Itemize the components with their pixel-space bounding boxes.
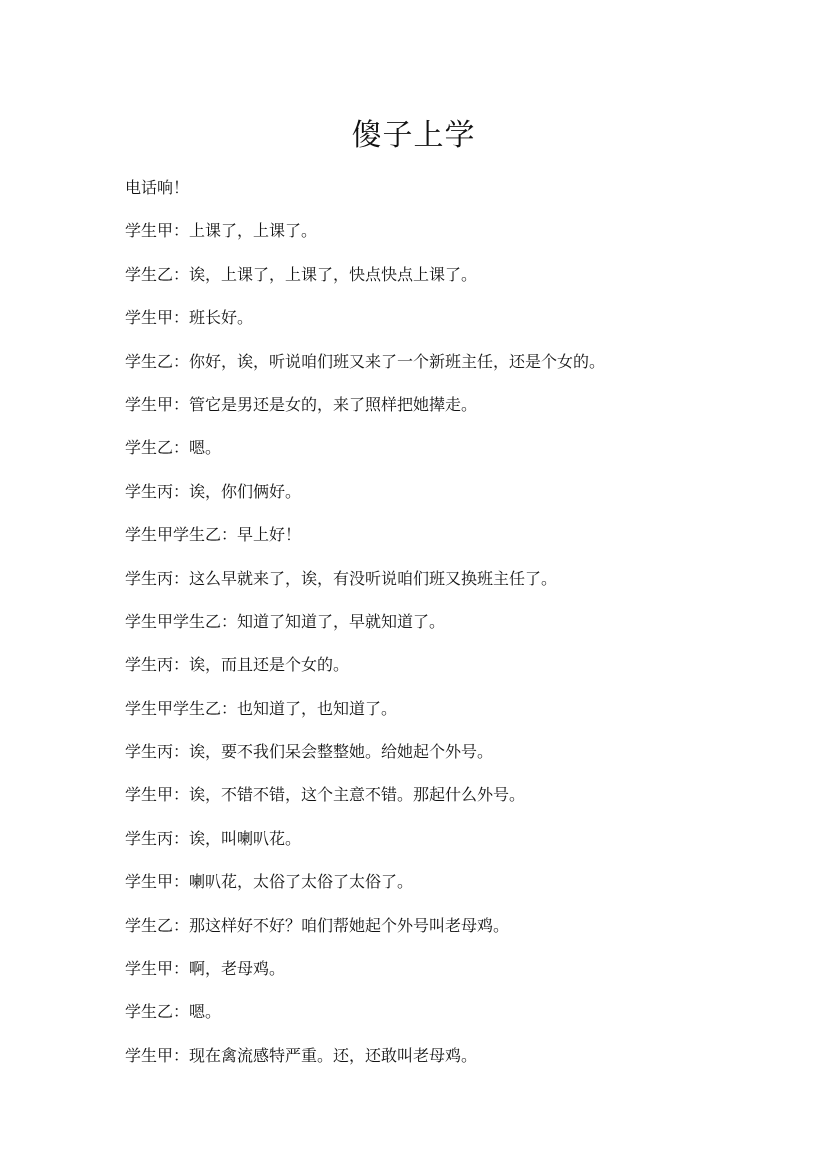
dialogue-line: 电话响！: [125, 178, 190, 197]
dialogue-line: 学生丙：诶，而且还是个女的。: [125, 655, 350, 675]
dialogue-line: 学生乙：诶，上课了，上课了，快点快点上课了。: [125, 264, 478, 284]
document-title: 傻子上学: [351, 118, 476, 153]
dialogue-line: 学生丙：诶，叫喇叭花。: [125, 828, 302, 848]
dialogue-line: 学生甲：啊，老母鸡。: [125, 959, 286, 979]
dialogue-line: 学生甲：班长好。: [125, 308, 254, 328]
dialogue-line: 学生丙：诶，要不我们呆会整整她。给她起个外号。: [125, 742, 494, 762]
dialogue-line: 学生丙：诶，你们俩好。: [125, 481, 302, 501]
dialogue-line: 学生甲学生乙：也知道了，也知道了。: [125, 698, 398, 718]
dialogue-line: 学生甲：喇叭花，太俗了太俗了太俗了。: [125, 872, 414, 892]
dialogue-lines: [125, 176, 765, 1087]
dialogue-line: 学生甲：管它是男还是女的，来了照样把她撵走。: [125, 394, 478, 414]
dialogue-line: 学生甲学生乙：知道了知道了，早就知道了。: [125, 611, 446, 631]
dialogue-line: 学生甲学生乙：早上好！: [125, 525, 302, 545]
dialogue-line: 学生甲：诶，不错不错，这个主意不错。那起什么外号。: [125, 785, 526, 805]
dialogue-line: 学生乙：你好，诶，听说咱们班又来了一个新班主任，还是个女的。: [125, 351, 606, 371]
dialogue-line: 学生丙：这么早就来了，诶，有没听说咱们班又换班主任了。: [125, 568, 558, 588]
dialogue-line: 学生甲：上课了，上课了。: [125, 221, 318, 241]
dialogue-line: 学生乙：嗯。: [125, 438, 222, 458]
dialogue-line: 学生乙：那这样好不好？咱们帮她起个外号叫老母鸡。: [125, 915, 510, 935]
dialogue-line: 学生乙：嗯。: [125, 1002, 222, 1022]
dialogue-line: 学生甲：现在禽流感特严重。还，还敢叫老母鸡。: [125, 1045, 478, 1065]
